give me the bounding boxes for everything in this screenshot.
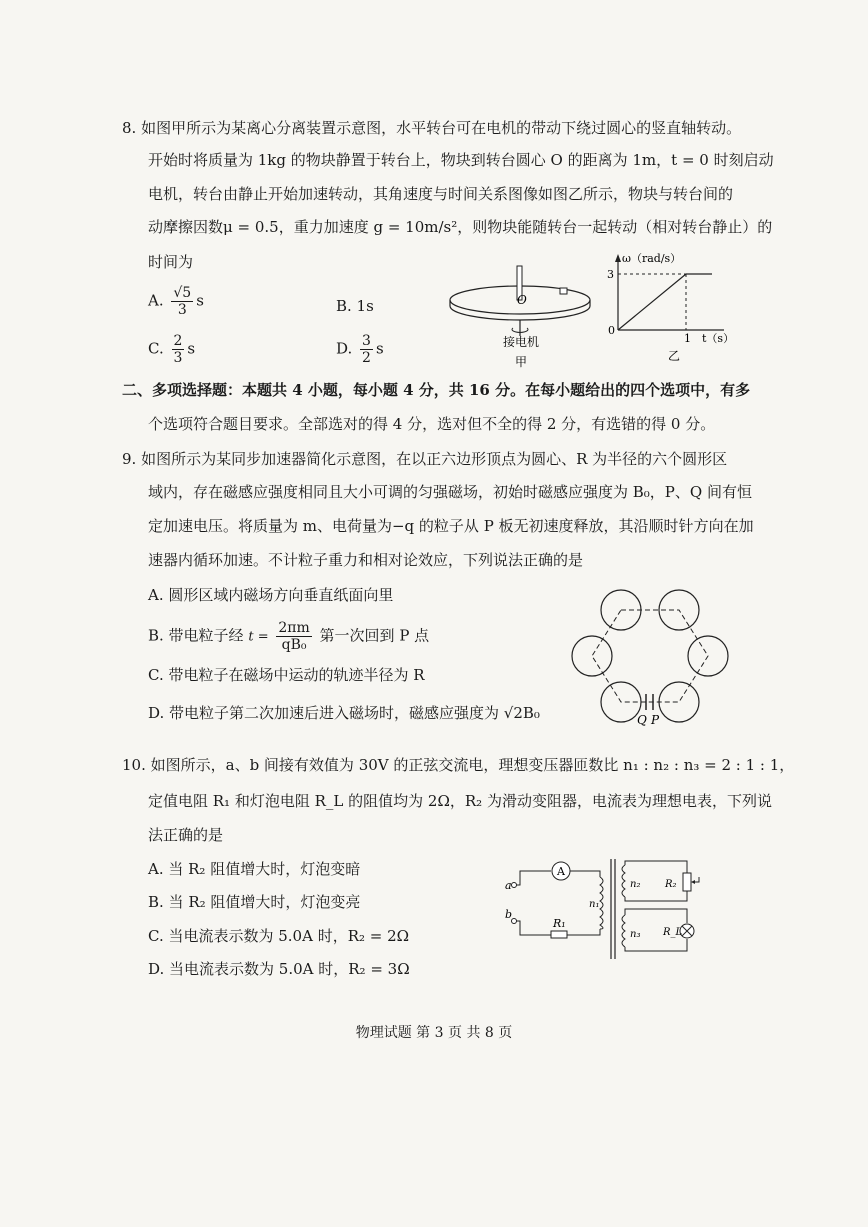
q10-line-2: 定值电阻 R₁ 和灯泡电阻 R_L 的阻值均为 2Ω，R₂ 为滑动变阻器，电流表为理想电表，下列说	[148, 792, 772, 810]
unit: s	[187, 339, 196, 358]
label-p: P	[651, 713, 660, 727]
hexagon-path	[592, 610, 708, 702]
q9-line-1: 9. 如图所示为某同步加速器简化示意图，在以正六边形顶点为圆心、R 为半径的六个圆形区	[122, 450, 728, 468]
y-axis-arrow-icon	[615, 254, 621, 262]
accelerator-figure	[575, 588, 725, 728]
q10-line-3: 法正确的是	[148, 826, 224, 844]
q9-line-3: 定加速电压。将质量为 m、电荷量为−q 的粒子从 P 板无初速度释放，其沿顺时针方向在加	[148, 517, 754, 535]
q9-line-2: 域内，存在磁感应强度相同且大小可调的匀强磁场，初始时磁感应强度为 B₀，P、Q 间有恒	[148, 483, 752, 501]
secondary-coil-n2	[622, 865, 625, 897]
rheostat-r2	[683, 873, 691, 891]
unit: s	[196, 291, 204, 310]
q10-option-a: A. 当 R₂ 阻值增大时，灯泡变暗	[148, 860, 361, 878]
q8-line-5: 时间为	[148, 253, 194, 271]
fraction	[360, 333, 373, 366]
q8-line-3: 电机，转台由静止开始加速转动，其角速度与时间关系图像如图乙所示，物块与转台间的	[148, 185, 734, 203]
unit: s	[375, 339, 384, 358]
q10-line-1: 10. 如图所示，a、b 间接有效值为 30V 的正弦交流电，理想变压器匝数比 n₁ : n₂ : n₃ = 2 : 1 : 1，	[122, 756, 795, 774]
denominator: qB₀	[281, 637, 307, 653]
omega-line-rise	[618, 274, 686, 330]
figure-caption-jia: 甲	[515, 355, 528, 369]
fraction	[172, 333, 185, 366]
terminal-b	[512, 919, 517, 924]
resistor-r1	[551, 931, 567, 938]
secondary-coil-n3	[622, 915, 625, 947]
numerator: 2	[173, 333, 183, 349]
primary-coil	[600, 877, 603, 929]
denominator: 3	[173, 350, 183, 366]
numerator: √5	[173, 285, 192, 301]
fraction	[276, 620, 311, 653]
q9-option-d: D. 带电粒子第二次加速后进入磁场时，磁感应强度为 √2B₀	[148, 704, 540, 722]
q9-line-4: 速器内循环加速。不计粒子重力和相对论效应，下列说法正确的是	[148, 551, 584, 569]
numerator: 2πm	[278, 620, 310, 636]
label-q: Q	[637, 713, 647, 727]
x-tick-label: 1	[684, 332, 691, 345]
wire	[516, 921, 551, 935]
q8-option-a	[148, 285, 204, 318]
denominator: 3	[177, 302, 187, 318]
wire	[570, 871, 600, 877]
wire	[567, 929, 600, 935]
ammeter-label: A	[557, 865, 565, 878]
label-rl: R_L	[663, 927, 683, 938]
q10-option-b: B. 当 R₂ 阻值增大时，灯泡变亮	[148, 893, 361, 911]
center-label: O	[517, 293, 527, 307]
q9-option-c: C. 带电粒子在磁场中运动的轨迹半径为 R	[148, 666, 425, 684]
option-text: B. 带电粒子经	[148, 626, 244, 645]
option-label: D.	[336, 339, 353, 358]
section-2-line-2: 个选项符合题目要求。全部选对的得 4 分，选对但不全的得 2 分，有选错的得 0 分。	[148, 415, 716, 433]
wire	[625, 909, 687, 923]
wire	[516, 871, 551, 885]
slider-arrow-icon	[691, 880, 695, 884]
motor-label: 接电机	[503, 335, 540, 349]
label-b: b	[505, 908, 513, 921]
omega-t-graph	[602, 250, 742, 363]
wire	[625, 861, 687, 873]
label-n1: n₁	[589, 899, 600, 910]
q8-option-d	[336, 333, 384, 366]
section-2-line-1: 二、多项选择题：本题共 4 小题，每小题 4 分，共 16 分。在每小题给出的四个选项中，有多	[122, 381, 751, 399]
q8-line-2: 开始时将质量为 1kg 的物块静置于转台上，物块到转台圆心 O 的距离为 1m，t = 0 时刻启动	[148, 151, 774, 169]
wire	[625, 891, 687, 901]
option-label: C.	[148, 339, 164, 358]
q8-line-1: 8. 如图甲所示为某离心分离装置示意图，水平转台可在电机的带动下绕过圆心的竖直轴转动。	[122, 119, 742, 137]
q10-option-c: C. 当电流表示数为 5.0A 时，R₂ = 2Ω	[148, 927, 410, 945]
denominator: 2	[362, 350, 371, 366]
label-r2: R₂	[665, 879, 677, 890]
q9-option-b	[148, 620, 429, 653]
q8-line-4: 动摩擦因数μ = 0.5，重力加速度 g = 10m/s²，则物块能随转台一起转动（相对转台静止）的	[148, 218, 773, 236]
y-axis-label: ω（rad/s）	[622, 252, 682, 265]
terminal-a	[512, 883, 517, 888]
q10-option-d: D. 当电流表示数为 5.0A 时，R₂ = 3Ω	[148, 960, 410, 978]
option-label: A.	[148, 291, 164, 310]
label-n2: n₂	[630, 879, 641, 890]
wire	[625, 939, 687, 951]
label-r1: R₁	[553, 917, 566, 930]
page-footer: 物理试题 第 3 页 共 8 页	[355, 1025, 513, 1041]
label-a: a	[505, 879, 512, 892]
label-n3: n₃	[630, 929, 641, 940]
turntable-figure	[445, 262, 605, 372]
q8-option-c	[148, 333, 195, 366]
x-axis-label: t（s）	[702, 332, 735, 345]
origin-label: 0	[608, 324, 615, 337]
fraction	[171, 285, 193, 318]
q8-option-b: B. 1s	[336, 297, 374, 315]
transformer-circuit	[505, 855, 705, 965]
figure-caption-yi: 乙	[668, 349, 681, 363]
q9-option-a: A. 圆形区域内磁场方向垂直纸面向里	[148, 586, 394, 604]
y-tick-label: 3	[607, 268, 614, 281]
option-text: 第一次回到 P 点	[319, 626, 430, 645]
time-symbol: t =	[248, 629, 269, 645]
numerator: 3	[362, 333, 371, 349]
block	[560, 288, 567, 294]
magnetic-region	[572, 636, 612, 676]
